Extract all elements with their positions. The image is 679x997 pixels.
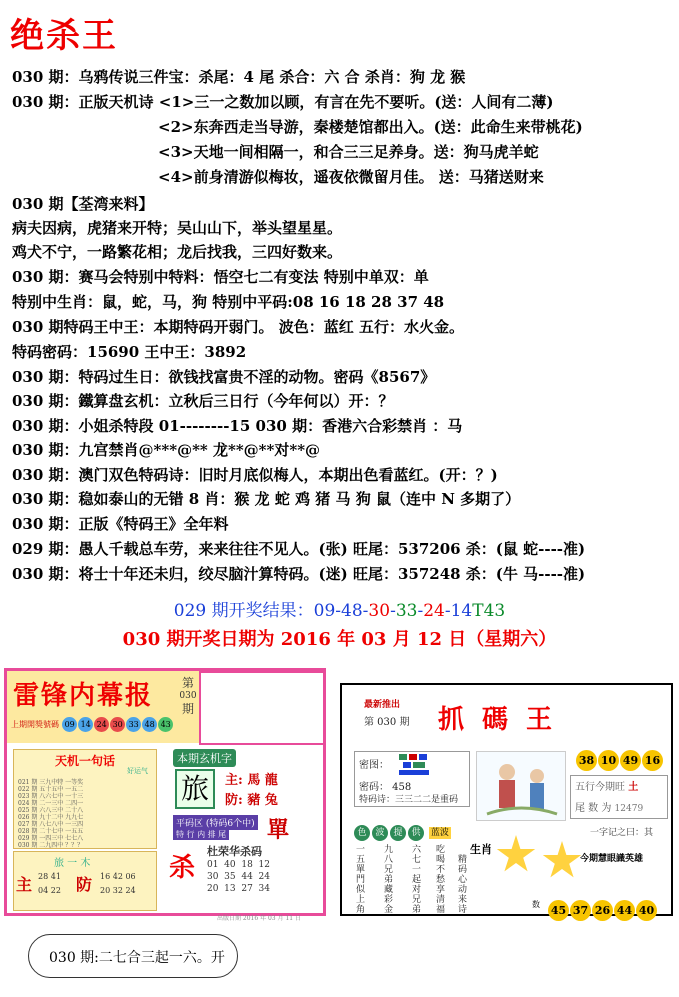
number-ball: 10	[598, 750, 619, 771]
number-ball: 40	[636, 900, 657, 921]
wx-line	[575, 778, 663, 793]
mystery-title: 本期玄机字	[173, 749, 236, 767]
line-20: 029 期：愚人千载总车劳，来来往往不见人。(张) 旺尾：537206 杀：(鼠 蛇----准)	[12, 540, 586, 558]
line-9: 030 期：赛马会特别中特料：悟空七二有变法 特别中单双：单	[12, 268, 429, 286]
mitu-label: 密图：	[359, 760, 389, 771]
phrase-title: 天机一句话	[54, 754, 115, 768]
top-numbers	[576, 749, 664, 771]
page-title: 绝杀王	[10, 16, 118, 56]
line-4: <3>天地一间相隔一，和合三三足养身。送：狗马虎羊蛇	[158, 143, 539, 161]
mima: 密码： 458	[359, 782, 412, 793]
phrase-line: 027 期 八七八中 一三四	[18, 821, 84, 828]
kill-char: 杀	[169, 853, 196, 883]
lei-feng-poster	[4, 668, 326, 922]
line-14: 030 期：鐵算盘玄机：立秋后三日行（今年何以）开：？	[12, 392, 394, 410]
phrase-line: 028 期 二十七中 一五五	[18, 828, 84, 835]
phrase-line: 029 期 一四三中 七七八	[18, 835, 84, 842]
phrase-line: 025 期 六八三中 二十八	[18, 807, 84, 814]
line-10: 特别中生肖：鼠，蛇，马，狗 特别中平码:08 16 18 28 37 48	[12, 293, 445, 311]
tag: 色	[354, 825, 370, 841]
main-zodiac: 主: 馬 龍	[225, 773, 278, 788]
result-n5: 24	[423, 601, 445, 621]
result-special: T43	[472, 601, 506, 621]
pingma-label: 平码区 (特码6个中)	[173, 815, 258, 830]
result-n4: 33	[395, 601, 418, 621]
verse-col-2: 九八兄弟藏彩金	[384, 845, 394, 915]
tag: 供	[408, 825, 424, 841]
ws-value: 12479	[614, 804, 644, 814]
line-7: 病夫因病，虎猪来开特；吴山山下，举头望星星。	[12, 219, 343, 237]
star-icon	[496, 835, 536, 875]
secret-panel	[354, 751, 470, 807]
result-n1: 09	[313, 601, 336, 621]
ball: 33	[126, 717, 141, 732]
ball: 24	[94, 717, 109, 732]
bl-top: 旅 一 木	[54, 858, 91, 869]
next-draw-date: 030 期开奖日期为 2016 年 03 月 12 日（星期六）	[122, 629, 557, 650]
ball: 48	[142, 717, 157, 732]
one-word: 一字记之曰：其	[590, 828, 654, 838]
phrase-line: 030 期 二九四中 ？？？	[18, 842, 84, 849]
bl-zhu: 主	[16, 875, 33, 894]
cloud-text: 030 期:二七合三起一六。开	[49, 950, 225, 966]
star-icon	[542, 841, 582, 881]
grid-icon	[399, 754, 435, 776]
main-guard-panel	[13, 851, 157, 911]
kill-numbers: 01 40 18 12 30 35 44 24 20 13 27 34	[207, 860, 270, 894]
line-1: 030 期：乌鸦传说三件宝：杀尾：4 尾 杀合：六 合 杀肖：狗 龙 猴	[12, 68, 466, 86]
tag: 提	[390, 825, 406, 841]
ball: 43	[158, 717, 173, 732]
number-ball: 38	[576, 750, 597, 771]
tema-poem: 特码诗：三三二二是重码	[359, 795, 459, 805]
line-11: 030 期特码王中王：本期特码开弱门。 波色：蓝红 五行：水火金。	[12, 318, 464, 336]
issue-top: 第	[181, 676, 194, 690]
phrase-line: 026 期 九十二中 九九七	[18, 814, 84, 821]
ball: 14	[78, 717, 93, 732]
publish-date: 出版日期 2016 年 03 月 11 日	[217, 915, 301, 922]
line-16: 030 期：九宫禁肖@***@** 龙**@**对**@	[12, 441, 321, 459]
blank-box	[199, 671, 325, 745]
line-5: <4>前身清游似梅妆，遥夜依微留月佳。 送：马猪送财来	[158, 168, 544, 186]
number-ball: 16	[642, 750, 663, 771]
tag: 波	[372, 825, 388, 841]
mystery-char-panel	[167, 749, 317, 843]
line-8: 鸡犬不宁，一路繁花相；龙后找我，三四好数来。	[12, 243, 343, 261]
pingma-sub: 特 行 内 排 尾	[173, 829, 229, 840]
ws-label: 尾 数 为	[575, 803, 612, 814]
line-2: 030 期：正版天机诗 <1>三一之数加以顾，有言在先不要听。(送：人间有二薄)	[12, 93, 554, 111]
bl-nums-4: 20 32 24	[100, 886, 136, 895]
ball: 09	[62, 717, 77, 732]
verse-col-4: 吃喝不愁享清福	[436, 845, 446, 915]
phrase-lines	[14, 777, 156, 851]
bl-nums-2: 04 22	[38, 886, 61, 895]
guard-zodiac: 防: 豬 兔	[225, 793, 278, 808]
number-ball: 49	[620, 750, 641, 771]
ws-line	[575, 799, 663, 814]
ball: 30	[110, 717, 125, 732]
line-3: <2>东奔西走当导游，秦楼楚馆都出入。(送：此命生来带桃花)	[158, 118, 583, 136]
line-17: 030 期：澳门双色特码诗：旧时月底似梅人，本期出色看蓝红。(开：？)	[12, 466, 498, 484]
poster-issue	[179, 677, 197, 716]
issue-bottom: 期	[181, 702, 194, 716]
rp-name: 抓碼王	[438, 705, 571, 735]
line-19: 030 期：正版《特码王》全年料	[12, 515, 229, 533]
bl-nums-3: 16 42 06	[100, 872, 136, 881]
zhua-ma-wang-poster	[340, 683, 673, 916]
result-n2: 48	[341, 601, 363, 621]
verse-col-3: 六七一起对兄弟	[412, 845, 422, 915]
issue-number: 030	[179, 691, 197, 701]
cloud-bubble	[28, 934, 238, 978]
last-draw-balls	[11, 717, 174, 732]
tag-tail: 蓝波	[430, 828, 449, 838]
number-ball: 45	[548, 900, 569, 921]
line-15: 030 期：小姐杀特段 01--------15 030 期：香港六合彩禁肖 ：马	[12, 417, 463, 435]
wx-value: 土	[628, 782, 639, 793]
line-18: 030 期：稳如泰山的无错 8 肖：猴 龙 蛇 鸡 猪 马 狗 鼠（连中 N 多期了）	[12, 490, 521, 508]
poster-name: 雷锋内幕报	[13, 681, 154, 711]
bl-fang: 防	[76, 875, 93, 894]
single-double-char: 單	[267, 817, 290, 843]
balls-label: 上期開獎號碼	[11, 720, 59, 729]
line-12: 特码密码：15690 王中王：3892	[12, 343, 247, 361]
verse-col-5: 精码心动来诗	[458, 855, 468, 915]
phrase-sub: 好运气	[127, 767, 148, 775]
phrase-line: 022 期 五十五中 一五二	[18, 786, 84, 793]
phrase-line: 024 期 二一三中 二四一	[18, 800, 84, 807]
color-tags	[354, 825, 451, 841]
result-prefix: 029 期开奖结果：	[173, 601, 314, 621]
phrase-panel	[13, 749, 157, 849]
five-elements-box	[570, 775, 668, 819]
phrase-line: 023 期 八六七中 一十三	[18, 793, 84, 800]
kill-title: 杜荣华杀码	[207, 845, 262, 858]
motto: 今期慧眼識英雄	[580, 854, 644, 864]
mystery-char: 旅	[175, 769, 215, 809]
kill-code-panel	[167, 843, 319, 909]
shengxiao-label: 生肖	[470, 843, 492, 856]
verse-col-1: 一五單門似上角	[356, 845, 366, 915]
number-ball: 26	[592, 900, 613, 921]
new-label: 最新推出	[364, 700, 401, 710]
number-ball: 44	[614, 900, 635, 921]
draw-result: 029 期开奖结果：09-48-30-33-24-14T43	[173, 601, 506, 621]
result-n3: 30	[368, 601, 391, 621]
bottom-numbers	[548, 899, 658, 921]
sages-illustration	[477, 752, 565, 820]
bl-nums-1: 28 41	[38, 872, 61, 881]
shu-label: 数	[532, 900, 540, 909]
rp-issue: 第 030 期	[364, 717, 410, 728]
wx-label: 五行今期旺	[575, 782, 625, 793]
number-ball: 37	[570, 900, 591, 921]
line-6: 030 期【荃湾来料】	[12, 195, 154, 213]
line-13: 030 期：特码过生日：欲钱找富贵不淫的动物。密码《8567》	[12, 368, 436, 386]
phrase-line: 021 期 三九中特 一等奖	[18, 779, 84, 786]
line-21: 030 期：将士十年还未归，绞尽脑汁算特码。(迷) 旺尾：357248 杀：(牛 马----准)	[12, 565, 586, 583]
figures-illustration	[476, 751, 566, 821]
result-n6: 14	[450, 601, 473, 621]
